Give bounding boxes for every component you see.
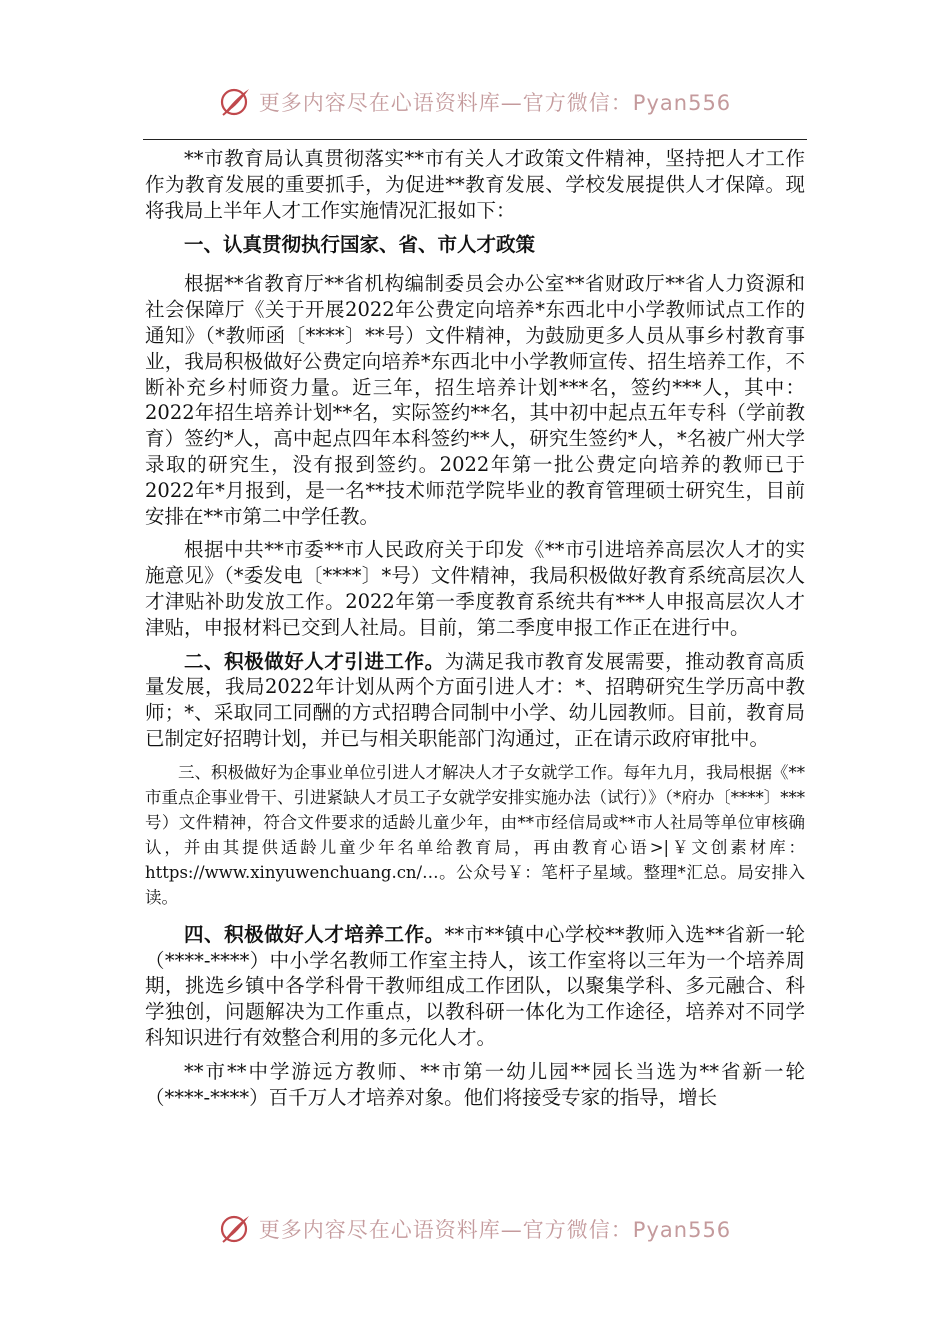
quill-pen-logo-icon [219, 1212, 253, 1246]
section-2-heading: 二、积极做好人才引进工作。 [184, 649, 445, 673]
section-1-heading: 一、认真贯彻执行国家、省、市人才政策 [184, 233, 536, 257]
section-2-text: 为满足我市教育发展需要，推动教育高质量发展，我局2022年计划从两个方面引进人才：*、招聘研究生学历高中教师；*、采取同工同酬的方式招聘合同制中小学、幼儿园教师。目前，教育局已制定好招聘计划，并已与相关职能部门沟通过，正在请示政府审批中。 [145, 649, 805, 750]
header-watermark-banner [0, 80, 950, 124]
header-rule [143, 139, 807, 140]
document-body [145, 146, 805, 1118]
section-4-text: **市**镇中心学校**教师入选**省新一轮（****-****）中小学名教师工作室主持人，该工作室将以三年为一个培养周期，挑选乡镇中各学科骨干教师组成工作团队，以聚集学科、多元融合、科学独创，问题解决为工作重点，以教科研一体化为工作途径，培养对不同学科知识进行有效整合利用的多元化人才。 [145, 922, 805, 1049]
section-4-paragraph-2: **市**中学游远方教师、**市第一幼儿园**园长当选为**省新一轮（****-****）百千万人才培养对象。他们将接受专家的指导，增长 [145, 1059, 805, 1109]
section-2-paragraph [145, 649, 805, 752]
section-1-paragraph-2: 根据中共**市委**市人民政府关于印发《**市引进培养高层次人才的实施意见》（*委发电〔****〕*号）文件精神，我局积极做好教育系统高层次人才津贴补助发放工作。2022年第一季度教育系统共有***人申报高层次人才津贴，申报材料已交到人社局。目前，第二季度申报工作正在进行中。 [145, 538, 805, 639]
intro-paragraph: **市教育局认真贯彻落实**市有关人才政策文件精神，坚持把人才工作作为教育发展的重要抓手，为促进**教育发展、学校发展提供人才保障。现将我局上半年人才工作实施情况汇报如下： [145, 147, 805, 222]
section-4-paragraph [145, 922, 805, 1051]
footer-watermark-banner [0, 1207, 950, 1251]
section-1-paragraph-1: 根据**省教育厅**省机构编制委员会办公室**省财政厅**省人力资源和社会保障厅《关于开展2022年公费定向培养*东西北中小学教师试点工作的通知》（*教师函〔****〕**号）文件精神，为鼓励更多人员从事乡村教育事业，我局积极做好公费定向培养*东西北中小学教师宣传、招生培养工作，不断补充乡村师资力量。近三年，招生培养计划***名，签约***人，其中：2022年招生培养计划**名，实际签约**名，其中初中起点五年专科（学前教育）签约*人，高中起点四年本科签约**人，研究生签约*人，*名被广州大学录取的研究生，没有报到签约。2022年第一批公费定向培养的教师已于2022年*月报到，是一名**技术师范学院毕业的教育管理硕士研究生，目前安排在**市第二中学任教。 [145, 272, 805, 528]
section-3-paragraph: 三、积极做好为企事业单位引进人才解决人才子女就学工作。每年九月，我局根据《**市重点企事业骨干、引进紧缺人才员工子女就学安排实施办法（试行）》（*府办〔****〕***号）文件精神，符合文件要求的适龄儿童少年，由**市经信局或**市人社局等单位审核确认，并由其提供适龄儿童少年名单给教育局，再由教育心语>|￥文创素材库：https://www.xinyuwenchuang.cn/…。公众号￥：笔杆子星域。整理*汇总。局安排入读。 [145, 762, 805, 907]
watermark-text: 更多内容尽在心语资料库—官方微信：Pyan556 [258, 1218, 732, 1242]
quill-pen-logo-icon [219, 85, 253, 119]
section-4-heading: 四、积极做好人才培养工作。 [184, 922, 445, 946]
watermark-text: 更多内容尽在心语资料库—官方微信：Pyan556 [258, 91, 732, 115]
